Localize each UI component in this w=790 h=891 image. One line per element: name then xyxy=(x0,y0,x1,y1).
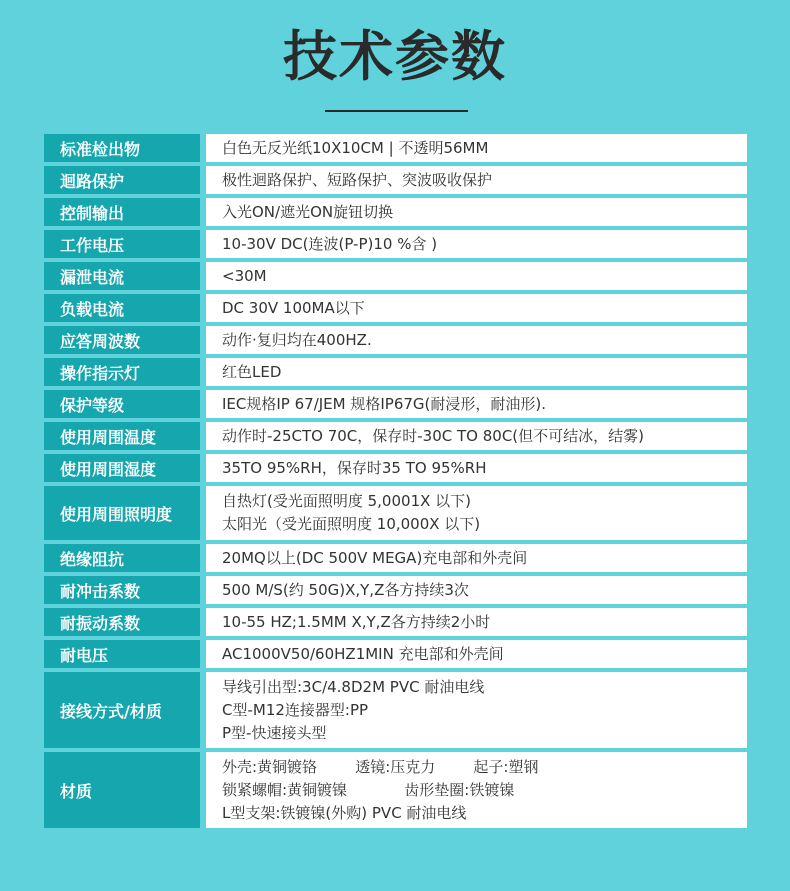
spec-label: 标准检出物 xyxy=(44,134,200,162)
spec-value xyxy=(206,672,747,748)
spec-value xyxy=(206,294,747,322)
spec-value xyxy=(206,326,747,354)
title-underline xyxy=(325,110,468,112)
spec-value xyxy=(206,576,747,604)
spec-row xyxy=(44,752,747,828)
spec-value xyxy=(206,454,747,482)
spec-value-line: 自热灯(受光面照明度 5,0001X 以下) xyxy=(222,492,472,510)
spec-row xyxy=(44,422,747,450)
spec-row xyxy=(44,454,747,482)
spec-label: 保护等级 xyxy=(44,390,200,418)
spec-row xyxy=(44,576,747,604)
spec-value-line: 10-30V DC(连波(P-P)10 %含 ) xyxy=(222,234,438,253)
spec-label: 材质 xyxy=(44,752,200,828)
spec-value-line: 外壳:黄铜镀铬 透镜:压克力 起子:塑钢 xyxy=(222,757,539,776)
spec-label: 控制输出 xyxy=(44,198,200,226)
spec-label: 应答周波数 xyxy=(44,326,200,354)
spec-value xyxy=(206,544,747,572)
spec-label: 使用周围湿度 xyxy=(44,454,200,482)
spec-value-line: P型-快速接头型 xyxy=(222,723,327,742)
spec-label: 耐冲击系数 xyxy=(44,576,200,604)
spec-value xyxy=(206,390,747,418)
spec-table xyxy=(44,134,747,832)
spec-value xyxy=(206,608,747,636)
spec-value-line: L型支架:铁镀镍(外购) PVC 耐油电线 xyxy=(222,803,467,822)
spec-row xyxy=(44,544,747,572)
spec-value-line: <30M xyxy=(222,266,267,285)
spec-label: 漏泄电流 xyxy=(44,262,200,290)
spec-value-line: 动作时-25CTO 70C，保存时-30C TO 80C(但不可结冰，结雾) xyxy=(222,426,645,445)
spec-value-line: 入光ON/遮光ON旋钮切换 xyxy=(222,202,394,221)
spec-label: 操作指示灯 xyxy=(44,358,200,386)
spec-value-line: 500 M/S(约 50G)X,Y,Z各方持续3次 xyxy=(222,580,469,599)
spec-value-line: 锁紧螺帽:黄铜镀镍 齿形垫圈:铁镀镍 xyxy=(222,780,515,799)
spec-row xyxy=(44,608,747,636)
spec-value xyxy=(206,358,747,386)
spec-row xyxy=(44,672,747,748)
spec-value xyxy=(206,134,747,162)
spec-value-line: IEC规格IP 67/JEM 规格IP67G(耐浸形，耐油形). xyxy=(222,394,547,413)
spec-value-line: DC 30V 100MA以下 xyxy=(222,298,365,317)
spec-value xyxy=(206,640,747,668)
spec-row xyxy=(44,294,747,322)
spec-label: 绝缘阻抗 xyxy=(44,544,200,572)
spec-row xyxy=(44,390,747,418)
spec-value-line: 10-55 HZ;1.5MM X,Y,Z各方持续2小时 xyxy=(222,612,491,631)
spec-value-line: 红色LED xyxy=(222,362,282,381)
spec-value xyxy=(206,230,747,258)
spec-value-line: AC1000V50/60HZ1MIN 充电部和外壳间 xyxy=(222,644,504,663)
spec-value-line: 35TO 95%RH，保存时35 TO 95%RH xyxy=(222,458,487,477)
spec-row xyxy=(44,262,747,290)
spec-label: 负载电流 xyxy=(44,294,200,322)
spec-label: 使用周围照明度 xyxy=(44,486,200,540)
spec-row xyxy=(44,486,747,540)
spec-label: 耐振动系数 xyxy=(44,608,200,636)
spec-value-line: C型-M12连接器型:PP xyxy=(222,700,369,719)
spec-row xyxy=(44,640,747,668)
spec-value xyxy=(206,422,747,450)
spec-row xyxy=(44,166,747,194)
spec-row xyxy=(44,134,747,162)
spec-value-line: 动作·复归均在400HZ. xyxy=(222,330,372,349)
spec-value xyxy=(206,166,747,194)
spec-value-line: 极性迴路保护、短路保护、突波吸收保护 xyxy=(222,170,493,189)
spec-value xyxy=(206,486,747,540)
spec-label: 工作电压 xyxy=(44,230,200,258)
spec-value-line: 导线引出型:3C/4.8D2M PVC 耐油电线 xyxy=(222,677,485,696)
spec-value-line: 20MQ以上(DC 500V MEGA)充电部和外壳间 xyxy=(222,548,528,567)
page-title: 技术参数 xyxy=(283,25,507,88)
spec-label: 接线方式/材质 xyxy=(44,672,200,748)
spec-label: 使用周围温度 xyxy=(44,422,200,450)
spec-label: 耐电压 xyxy=(44,640,200,668)
spec-value xyxy=(206,262,747,290)
spec-value xyxy=(206,198,747,226)
spec-row xyxy=(44,230,747,258)
spec-row xyxy=(44,358,747,386)
spec-value-line: 太阳光（受光面照明度 10,000X 以下) xyxy=(222,515,481,533)
spec-value-line: 白色无反光纸10X10CM | 不透明56MM xyxy=(222,138,489,157)
spec-value xyxy=(206,752,747,828)
spec-row xyxy=(44,326,747,354)
spec-row xyxy=(44,198,747,226)
spec-label: 迴路保护 xyxy=(44,166,200,194)
